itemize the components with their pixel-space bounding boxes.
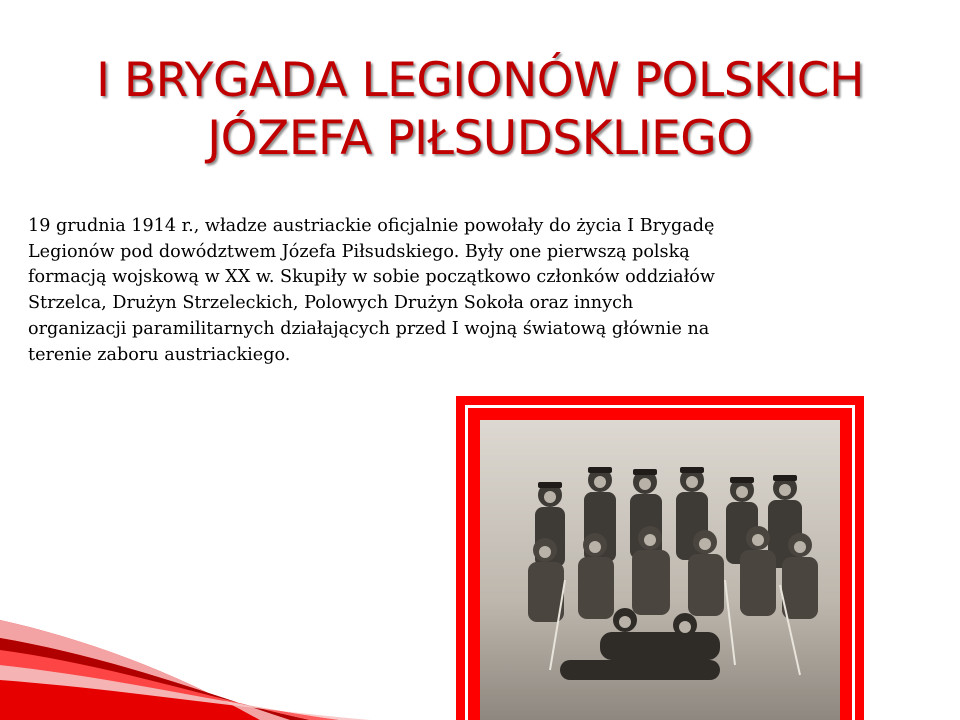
title-line-2: JÓZEFA PIŁSUDSKLIEGO xyxy=(207,111,753,166)
body-paragraph xyxy=(28,214,908,368)
group-photo xyxy=(480,420,840,720)
body-line: terenie zaboru austriackiego. xyxy=(28,344,291,365)
body-line: organizacji paramilitarnych działających przed I wojną światową głównie na xyxy=(28,318,710,339)
corner-swoosh-decoration xyxy=(0,580,400,720)
body-line: formacją wojskową w XX w. Skupiły w sobie początkowo członków oddziałów xyxy=(28,267,715,288)
body-line: Legionów pod dowództwem Józefa Piłsudskiego. Były one pierwszą polską xyxy=(28,241,690,262)
title-line-1: I BRYGADA LEGIONÓW POLSKICH xyxy=(96,53,864,108)
photo-frame xyxy=(456,396,864,720)
body-line: 19 grudnia 1914 r., władze austriackie oficjalnie powołały do życia I Brygadę xyxy=(28,216,715,236)
body-line: Strzelca, Drużyn Strzeleckich, Polowych Drużyn Sokoła oraz innych xyxy=(28,293,634,314)
soldiers-photo-image xyxy=(480,420,840,720)
slide-title xyxy=(0,52,960,168)
